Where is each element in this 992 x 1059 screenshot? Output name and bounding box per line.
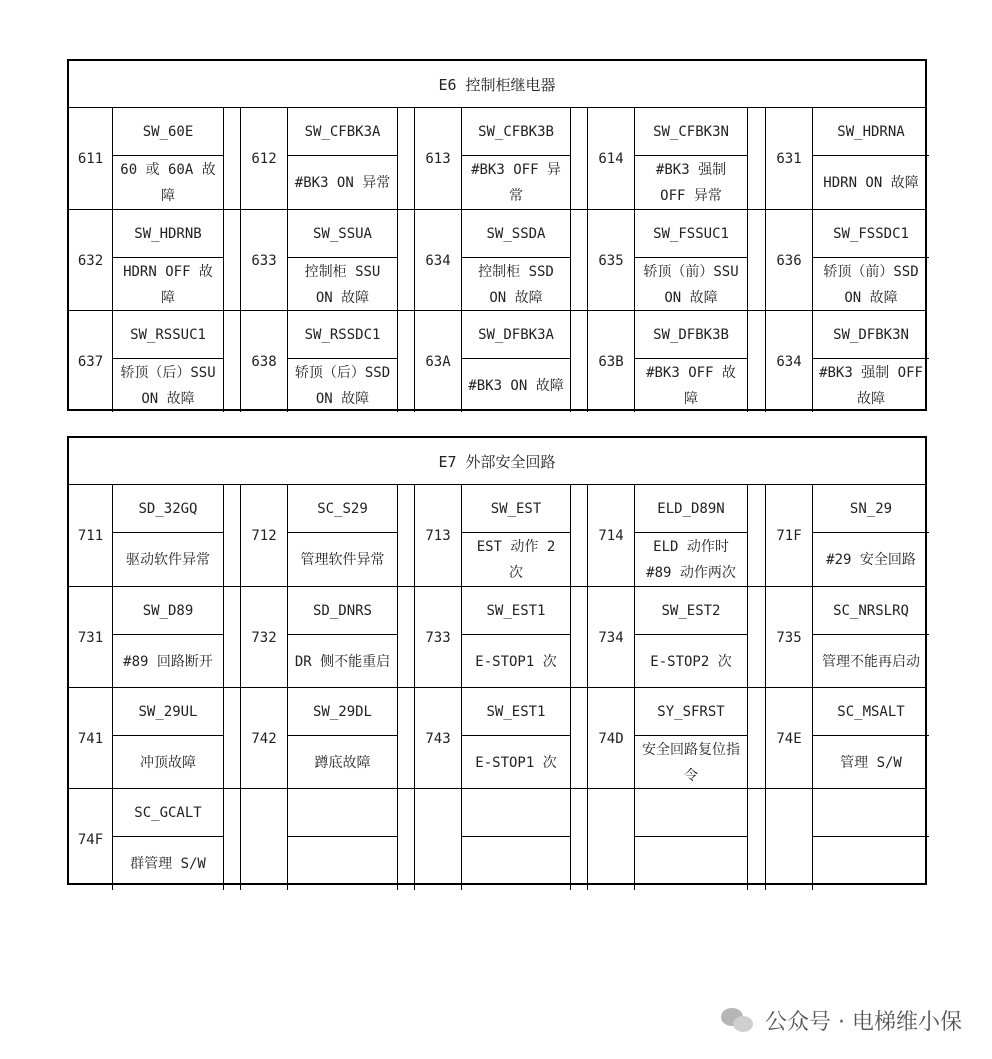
fault-description: EST 动作 2 次: [476, 538, 556, 581]
signal-name: SC_MSALT: [813, 688, 929, 736]
column-spacer: [571, 688, 588, 789]
fault-code: 635: [588, 210, 635, 311]
fault-code: 735: [766, 587, 813, 688]
safety-circuit-table-e7: [67, 436, 927, 885]
fault-code: 636: [766, 210, 813, 311]
fault-entry: [288, 210, 398, 311]
fault-description: DR 侧不能重启: [294, 653, 391, 670]
table-grid: [69, 485, 925, 883]
fault-description: #BK3 强制 OFF 异常: [655, 161, 727, 204]
signal-name: SW_29UL: [113, 688, 223, 736]
fault-entry: [113, 587, 224, 688]
fault-code: 734: [588, 587, 635, 688]
fault-entry: [288, 485, 398, 586]
fault-code: 713: [415, 485, 462, 586]
table-row: [69, 485, 925, 586]
fault-description: #89 回路断开: [123, 653, 213, 670]
column-spacer: [398, 789, 415, 890]
signal-name: SW_SSDA: [462, 210, 570, 258]
fault-code: 733: [415, 587, 462, 688]
fault-description: #BK3 ON 故障: [468, 377, 564, 394]
fault-description: 轿顶（前）SSU ON 故障: [643, 263, 739, 306]
signal-name: SW_EST2: [635, 587, 747, 635]
fault-code: [241, 789, 288, 890]
signal-name: SW_EST1: [462, 587, 570, 635]
fault-description: [288, 837, 397, 890]
column-spacer: [748, 108, 766, 209]
signal-name: [635, 789, 747, 837]
fault-code: 63B: [588, 311, 635, 412]
fault-description: HDRN OFF 故障: [123, 263, 213, 306]
fault-description: 控制柜 SSD ON 故障: [478, 263, 554, 306]
fault-entry: [113, 485, 224, 586]
fault-entry: [635, 210, 748, 311]
fault-code: 741: [69, 688, 113, 789]
relay-table-e6: [67, 59, 927, 411]
fault-code: 731: [69, 587, 113, 688]
fault-entry: [813, 210, 929, 311]
table-title: E7 外部安全回路: [69, 438, 925, 485]
signal-name: SW_60E: [113, 108, 223, 156]
signal-name: SW_D89: [113, 587, 223, 635]
signal-name: SD_DNRS: [288, 587, 397, 635]
column-spacer: [571, 108, 588, 209]
signal-name: SW_RSSDC1: [288, 311, 397, 359]
fault-description: #29 安全回路: [826, 551, 916, 568]
column-spacer: [398, 688, 415, 789]
signal-name: SW_CFBK3A: [288, 108, 397, 156]
fault-entry: [635, 311, 748, 412]
fault-entry: [635, 789, 748, 890]
fault-entry: [288, 587, 398, 688]
fault-entry: [462, 311, 571, 412]
table-row: [69, 788, 925, 890]
fault-entry: [462, 485, 571, 586]
fault-description: E-STOP2 次: [650, 653, 732, 670]
signal-name: SW_FSSUC1: [635, 210, 747, 258]
signal-name: SW_EST: [462, 485, 570, 533]
signal-name: SW_CFBK3B: [462, 108, 570, 156]
fault-code: 637: [69, 311, 113, 412]
fault-description: 轿顶（前）SSD ON 故障: [823, 263, 919, 306]
fault-code: 74D: [588, 688, 635, 789]
watermark: [721, 1000, 962, 1040]
signal-name: SW_29DL: [288, 688, 397, 736]
fault-description: [462, 837, 570, 890]
signal-name: SN_29: [813, 485, 929, 533]
fault-description: E-STOP1 次: [475, 754, 557, 771]
column-spacer: [748, 688, 766, 789]
column-spacer: [571, 311, 588, 412]
table-row: [69, 310, 925, 412]
fault-code: 743: [415, 688, 462, 789]
fault-code: 634: [766, 311, 813, 412]
fault-description: E-STOP1 次: [475, 653, 557, 670]
signal-name: SC_S29: [288, 485, 397, 533]
column-spacer: [748, 485, 766, 586]
signal-name: [462, 789, 570, 837]
fault-description: HDRN ON 故障: [823, 174, 919, 191]
column-spacer: [224, 688, 241, 789]
table-row: [69, 209, 925, 311]
signal-name: SW_HDRNB: [113, 210, 223, 258]
column-spacer: [748, 311, 766, 412]
fault-code: 742: [241, 688, 288, 789]
fault-code: 633: [241, 210, 288, 311]
column-spacer: [748, 789, 766, 890]
fault-description: 轿顶（后）SSU ON 故障: [120, 364, 216, 407]
fault-entry: [462, 210, 571, 311]
fault-entry: [462, 789, 571, 890]
signal-name: SD_32GQ: [113, 485, 223, 533]
fault-entry: [113, 688, 224, 789]
column-spacer: [398, 485, 415, 586]
fault-description: 群管理 S/W: [130, 855, 206, 872]
fault-entry: [462, 688, 571, 789]
fault-code: 711: [69, 485, 113, 586]
fault-entry: [635, 485, 748, 586]
fault-description: 轿顶（后）SSD ON 故障: [294, 364, 391, 407]
fault-code: 614: [588, 108, 635, 209]
fault-code: 634: [415, 210, 462, 311]
fault-entry: [813, 587, 929, 688]
column-spacer: [224, 210, 241, 311]
fault-code: 632: [69, 210, 113, 311]
fault-code: 63A: [415, 311, 462, 412]
table-row: [69, 687, 925, 789]
column-spacer: [748, 210, 766, 311]
fault-entry: [813, 789, 929, 890]
fault-code: 714: [588, 485, 635, 586]
signal-name: SW_HDRNA: [813, 108, 929, 156]
fault-code: [766, 789, 813, 890]
wechat-icon: [721, 1006, 755, 1034]
fault-description: 驱动软件异常: [126, 551, 210, 568]
fault-entry: [288, 688, 398, 789]
fault-entry: [813, 485, 929, 586]
fault-description: [813, 837, 929, 890]
column-spacer: [398, 210, 415, 311]
fault-entry: [635, 587, 748, 688]
signal-name: SW_DFBK3A: [462, 311, 570, 359]
column-spacer: [224, 108, 241, 209]
signal-name: SC_GCALT: [113, 789, 223, 837]
table-title: E6 控制柜继电器: [69, 61, 925, 108]
signal-name: SY_SFRST: [635, 688, 747, 736]
fault-description: #BK3 强制 OFF 故障: [819, 364, 923, 407]
fault-description: 60 或 60A 故障: [120, 161, 216, 204]
signal-name: ELD_D89N: [635, 485, 747, 533]
signal-name: SW_FSSDC1: [813, 210, 929, 258]
fault-code: 712: [241, 485, 288, 586]
fault-code: 612: [241, 108, 288, 209]
fault-entry: [288, 789, 398, 890]
fault-entry: [635, 688, 748, 789]
fault-code: 638: [241, 311, 288, 412]
fault-code: 611: [69, 108, 113, 209]
fault-entry: [113, 108, 224, 209]
fault-code: 71F: [766, 485, 813, 586]
watermark-text: 公众号 · 电梯维小保: [765, 1009, 962, 1035]
fault-code: 613: [415, 108, 462, 209]
fault-description: 管理 S/W: [840, 754, 902, 771]
fault-code: 74E: [766, 688, 813, 789]
fault-entry: [813, 108, 929, 209]
fault-entry: [113, 789, 224, 890]
signal-name: SW_CFBK3N: [635, 108, 747, 156]
fault-entry: [288, 108, 398, 209]
column-spacer: [571, 210, 588, 311]
fault-description: 蹲底故障: [314, 754, 371, 771]
fault-description: [635, 837, 747, 890]
table-grid: [69, 108, 925, 409]
fault-entry: [813, 311, 929, 412]
fault-entry: [462, 587, 571, 688]
fault-entry: [113, 311, 224, 412]
fault-description: 管理不能再启动: [822, 653, 920, 670]
fault-description: #BK3 OFF 故障: [646, 364, 736, 407]
fault-entry: [635, 108, 748, 209]
fault-entry: [462, 108, 571, 209]
fault-entry: [288, 311, 398, 412]
fault-description: 安全回路复位指令: [642, 741, 740, 784]
signal-name: [288, 789, 397, 837]
fault-entry: [813, 688, 929, 789]
column-spacer: [224, 789, 241, 890]
column-spacer: [224, 485, 241, 586]
fault-description: #BK3 OFF 异常: [471, 161, 561, 204]
fault-description: #BK3 ON 异常: [294, 174, 391, 191]
signal-name: SW_EST1: [462, 688, 570, 736]
fault-code: 631: [766, 108, 813, 209]
fault-code: 74F: [69, 789, 113, 890]
signal-name: SW_SSUA: [288, 210, 397, 258]
fault-code: [588, 789, 635, 890]
fault-code: [415, 789, 462, 890]
signal-name: SW_RSSUC1: [113, 311, 223, 359]
column-spacer: [571, 789, 588, 890]
table-row: [69, 586, 925, 688]
column-spacer: [398, 311, 415, 412]
fault-code: 732: [241, 587, 288, 688]
fault-description: 冲顶故障: [140, 754, 196, 771]
table-row: [69, 108, 925, 209]
fault-description: 控制柜 SSU ON 故障: [304, 263, 381, 306]
column-spacer: [224, 311, 241, 412]
column-spacer: [571, 485, 588, 586]
column-spacer: [398, 587, 415, 688]
column-spacer: [571, 587, 588, 688]
fault-entry: [113, 210, 224, 311]
fault-description: 管理软件异常: [300, 551, 385, 568]
signal-name: SW_DFBK3N: [813, 311, 929, 359]
column-spacer: [748, 587, 766, 688]
signal-name: SW_DFBK3B: [635, 311, 747, 359]
fault-description: ELD 动作时#89 动作两次: [646, 538, 736, 581]
column-spacer: [398, 108, 415, 209]
column-spacer: [224, 587, 241, 688]
signal-name: [813, 789, 929, 837]
signal-name: SC_NRSLRQ: [813, 587, 929, 635]
